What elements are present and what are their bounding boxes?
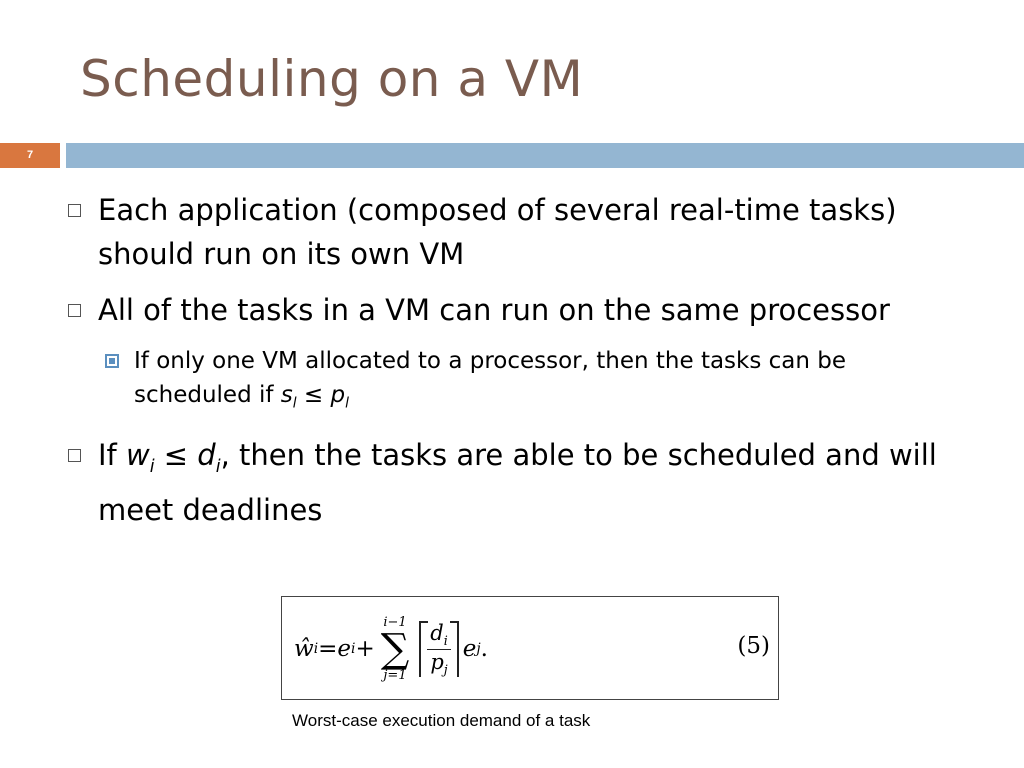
square-bullet-icon <box>68 449 81 462</box>
summation: i−1 ∑ j=1 <box>380 615 410 683</box>
square-bullet-icon <box>68 204 81 217</box>
equation-number: (5) <box>737 633 770 659</box>
sub-bullet-item <box>66 344 946 421</box>
formula-image <box>281 596 779 700</box>
header-bar <box>66 143 1024 168</box>
ceiling-brackets <box>419 621 458 676</box>
slide-number: 7 <box>0 143 60 168</box>
formula-equation: ŵ i = e i + i−1 ∑ j=1 $\frac{d_i}{p_j}$ e j . <box>294 615 488 683</box>
bullet-list <box>66 188 946 544</box>
formula-caption: Worst-case execution demand of a task <box>292 711 591 730</box>
bullet-item <box>66 433 946 533</box>
bullet-text: If $w_i \le d_i$, then the tasks are able to be scheduled and will meet deadlines <box>98 437 937 528</box>
filled-square-bullet-icon <box>105 354 119 368</box>
slide-title: Scheduling on a VM <box>80 50 584 108</box>
square-bullet-icon <box>68 304 81 317</box>
bullet-text: All of the tasks in a VM can run on the same processor <box>98 293 890 327</box>
sub-bullet-text: If only one VM allocated to a processor, then the tasks can be scheduled if $s_l \le p_l$ <box>134 348 847 412</box>
bullet-item <box>66 288 946 332</box>
bullet-item <box>66 188 946 276</box>
bullet-text: Each application (composed of several real-time tasks) should run on its own VM <box>98 193 897 271</box>
fraction: $\frac{d_i}{p_j}$ <box>427 621 450 676</box>
